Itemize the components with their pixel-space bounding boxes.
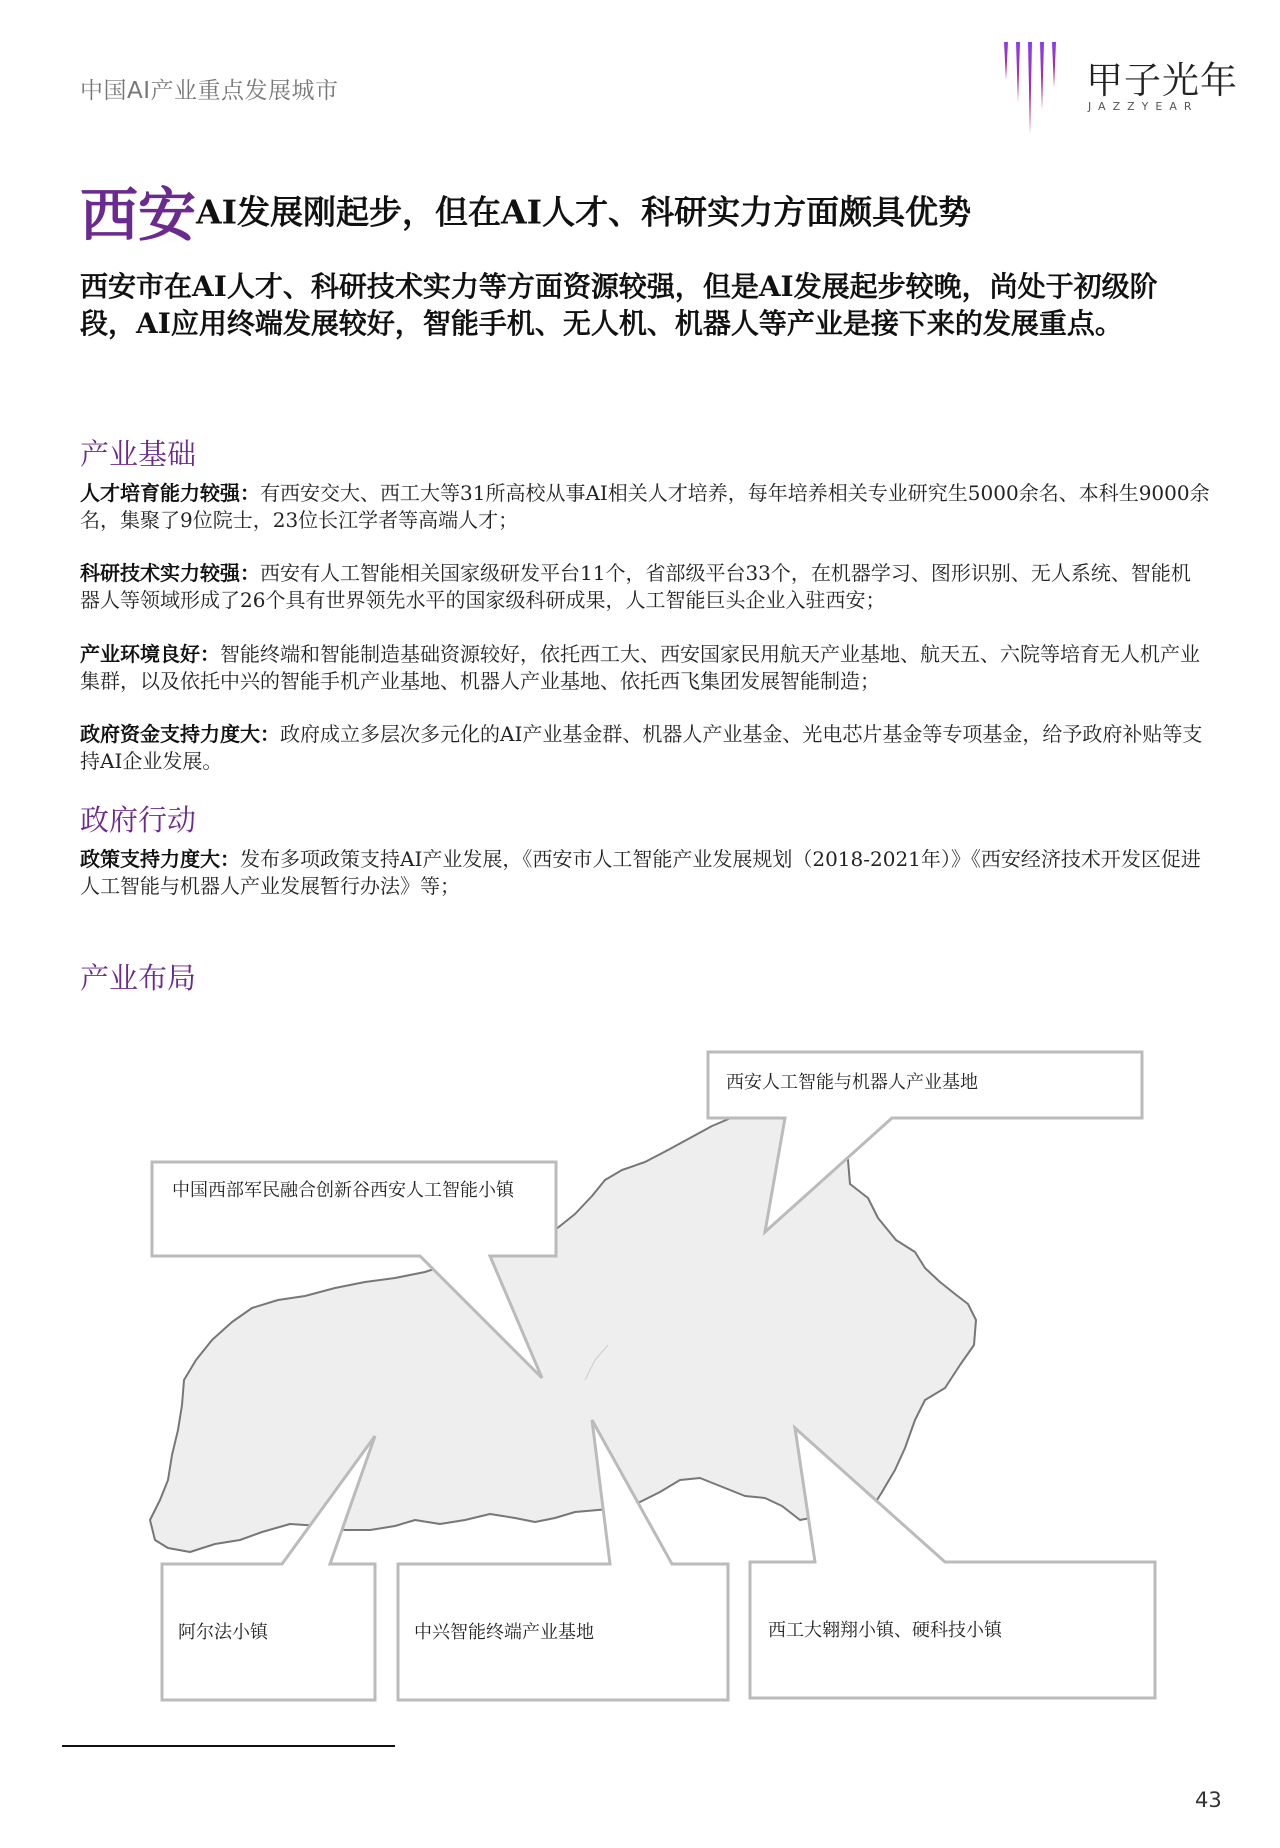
foundation-item-research xyxy=(80,560,1210,614)
logo-name: 甲子光年 xyxy=(1086,59,1238,102)
item-label: 产业环境良好： xyxy=(80,642,220,666)
callout-zte-base: 中兴智能终端产业基地 xyxy=(414,1622,594,1643)
foundation-item-talent xyxy=(80,480,1210,534)
callout-box-nwpu-town xyxy=(750,1428,1155,1698)
item-text: 西安有人工智能相关国家级研发平台11个，省部级平台33个，在机器学习、图形识别、无人系统、智能机器人等领域形成了26个具有世界领先水平的国家级科研成果，人工智能巨头企业入驻西安； xyxy=(80,561,1191,612)
callout-military-valley: 中国西部军民融合创新谷西安人工智能小镇 xyxy=(172,1180,514,1201)
foundation-item-environment xyxy=(80,641,1210,695)
page-number: 43 xyxy=(1195,1788,1222,1812)
item-label: 科研技术实力较强： xyxy=(80,561,260,585)
section-heading-foundation: 产业基础 xyxy=(80,437,197,471)
logo-bars-icon xyxy=(1000,40,1080,140)
jazzyear-logo xyxy=(1000,40,1240,140)
callout-robot-base: 西安人工智能与机器人产业基地 xyxy=(726,1072,978,1093)
callout-nwpu-town: 西工大翱翔小镇、硬科技小镇 xyxy=(768,1620,1002,1641)
section-heading-government: 政府行动 xyxy=(80,803,197,837)
lead-paragraph: 西安市在AI人才、科研技术实力等方面资源较强，但是AI发展起步较晚，尚处于初级阶段，AI应用终端发展较好，智能手机、无人机、机器人等产业是接下来的发展重点。 xyxy=(80,270,1158,340)
foundation-item-funding xyxy=(80,721,1210,775)
section-heading-layout: 产业布局 xyxy=(80,961,197,995)
xian-industry-map xyxy=(0,1000,1280,1720)
item-text: 发布多项政策支持AI产业发展，《西安市人工智能产业发展规划（2018-2021年）》《西安经济技术开发区促进人工智能与机器人产业发展暂行办法》等； xyxy=(80,847,1201,898)
page-title-city: 西安 xyxy=(80,181,197,249)
xian-map-svg xyxy=(0,1000,1280,1720)
page-title-rest: AI发展刚起步，但在AI人才、科研实力方面颇具优势 xyxy=(196,192,972,232)
page-title xyxy=(80,168,971,252)
item-label: 政策支持力度大： xyxy=(80,847,240,871)
government-item-policy xyxy=(80,846,1210,900)
logo-subtitle: JAZZYEAR xyxy=(1088,100,1199,113)
callout-alpha-town: 阿尔法小镇 xyxy=(178,1622,268,1643)
item-label: 人才培育能力较强： xyxy=(80,481,260,505)
footnote-divider xyxy=(62,1745,395,1747)
item-text: 有西安交大、西工大等31所高校从事AI相关人才培养，每年培养相关专业研究生5000余名、本科生9000余名，集聚了9位院士，23位长江学者等高端人才； xyxy=(80,481,1210,532)
item-label: 政府资金支持力度大： xyxy=(80,722,280,746)
item-text: 政府成立多层次多元化的AI产业基金群、机器人产业基金、光电芯片基金等专项基金，给予政府补贴等支持AI企业发展。 xyxy=(80,722,1203,773)
item-text: 智能终端和智能制造基础资源较好，依托西工大、西安国家民用航天产业基地、航天五、六院等培育无人机产业集群，以及依托中兴的智能手机产业基地、机器人产业基地、依托西飞集团发展智能制造； xyxy=(80,642,1200,693)
document-header-title: 中国AI产业重点发展城市 xyxy=(80,78,339,104)
